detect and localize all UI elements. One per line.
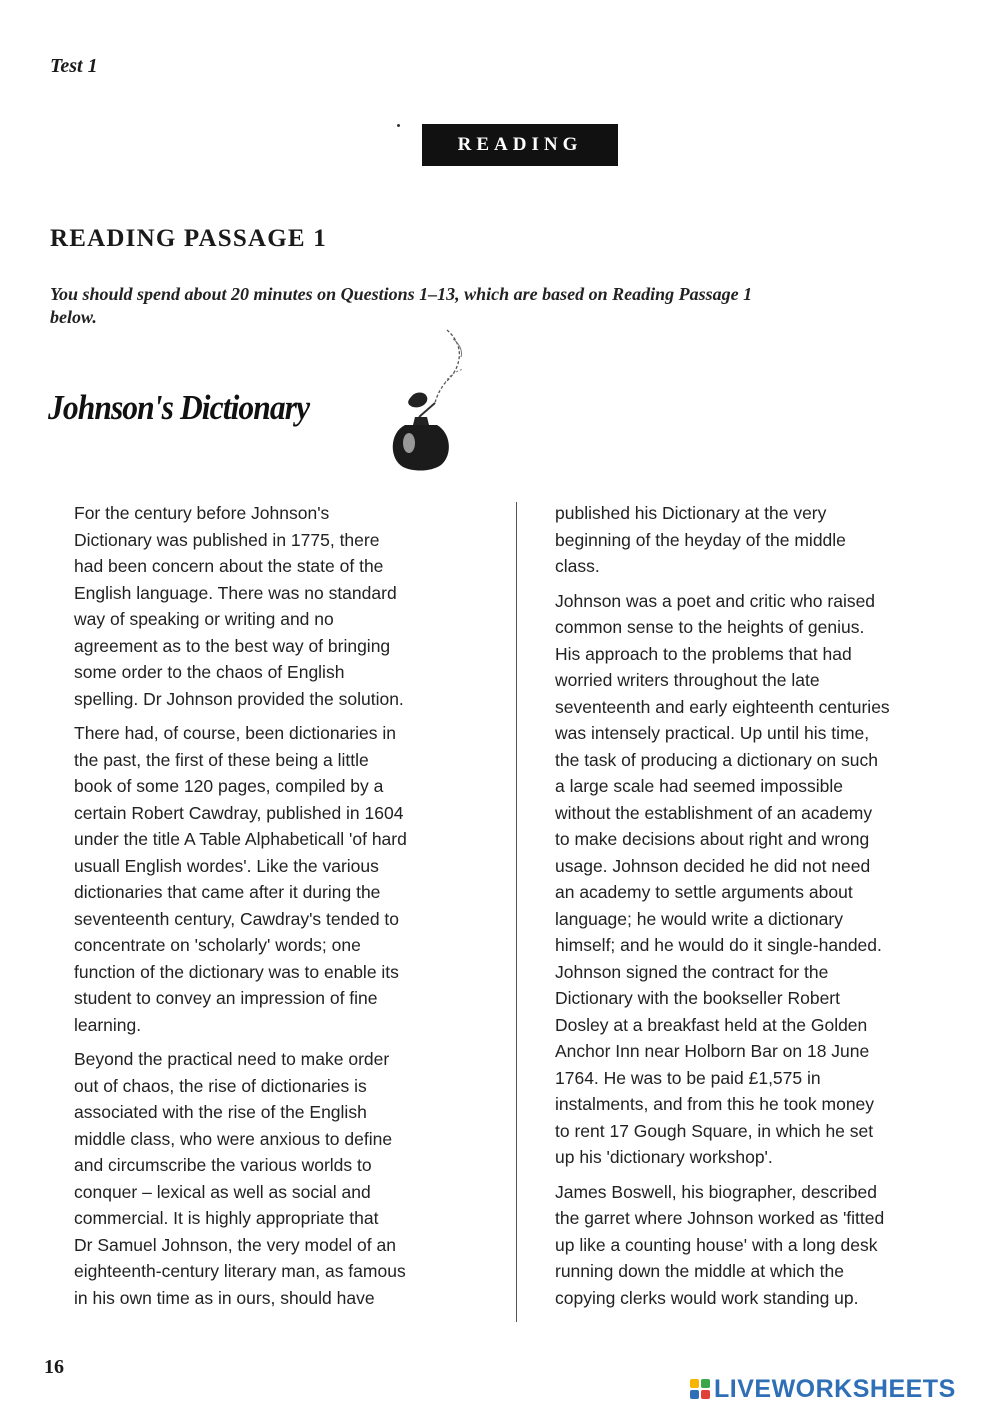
text-line: to rent 17 Gough Square, in which he set [555,1120,874,1141]
text-line: Dosley at a breakfast held at the Golden [555,1014,868,1035]
liveworksheets-logo-icon [690,1379,710,1399]
text-line: common sense to the heights of genius. [555,617,865,637]
paragraph [74,1046,494,1311]
text-line: usuall English wordes'. Like the various [74,855,379,876]
text-line: up his 'dictionary workshop'. [555,1147,773,1167]
brand-text: LIVEWORKSHEETS [714,1374,956,1403]
text-line: worried writers throughout the late [555,670,820,690]
text-line: Dictionary with the bookseller Robert [555,988,840,1008]
text-line: associated with the rise of the English [74,1102,367,1122]
text-line: certain Robert Cawdray, published in 1604 [74,802,404,823]
text-line: class. [555,556,600,576]
text-line: way of speaking or writing and no [74,609,334,629]
right-column [555,500,975,1319]
test-label: Test 1 [50,55,98,77]
text-line: dictionaries that came after it during the [74,882,381,902]
reading-section-banner: READING [422,124,618,166]
text-line: up like a counting house' with a long desk [555,1234,878,1255]
paragraph [74,500,494,712]
text-line: book of some 120 pages, compiled by a [74,776,384,796]
text-line: spelling. Dr Johnson provided the solution. [74,688,404,709]
paragraph [555,500,975,580]
paragraph [555,588,975,1171]
text-line: the task of producing a dictionary on such [555,749,878,770]
text-line: There had, of course, been dictionaries in [74,723,396,743]
liveworksheets-brand[interactable] [690,1374,956,1404]
passage-heading: READING PASSAGE 1 [50,225,327,252]
text-line: out of chaos, the rise of dictionaries is [74,1075,367,1096]
text-line: For the century before Johnson's [74,503,330,523]
text-line: student to convey an impression of fine [74,988,378,1008]
text-line: commercial. It is highly appropriate that [74,1208,379,1228]
page-number: 16 [44,1356,64,1378]
text-line: concentrate on 'scholarly' words; one [74,935,361,955]
text-line: in his own time as in ours, should have [74,1287,375,1308]
text-line: James Boswell, his biographer, described [555,1181,877,1202]
text-line: eighteenth-century literary man, as famous [74,1261,406,1281]
text-line: beginning of the heyday of the middle [555,529,846,550]
text-line: seventeenth and early eighteenth centuries [555,696,890,717]
passage-instructions [50,283,970,329]
text-line: Dictionary was published in 1775, there [74,529,380,550]
text-line: the past, the first of these being a little [74,749,369,770]
text-line: published his Dictionary at the very [555,503,827,523]
text-line: without the establishment of an academy [555,802,873,823]
left-column [74,500,494,1319]
text-line: agreement as to the best way of bringing [74,635,391,656]
text-line: was intensely practical. Up until his time, [555,723,870,743]
text-line: His approach to the problems that had [555,643,852,664]
instructions-line: below. [50,307,97,327]
text-line: under the title A Table Alphabeticall 'of hard [74,829,407,849]
text-line: language; he would write a dictionary [555,908,843,929]
text-line: running down the middle at which the [555,1261,844,1281]
text-line: function of the dictionary was to enable its [74,961,399,982]
text-line: himself; and he would do it single-handed. [555,935,882,955]
text-line: copying clerks would work standing up. [555,1287,859,1308]
text-line: usage. Johnson decided he did not need [555,855,871,876]
text-line: to make decisions about right and wrong [555,829,870,849]
text-line: Anchor Inn near Holborn Bar on 18 June [555,1041,870,1061]
paragraph [74,720,494,1038]
instructions-line: You should spend about 20 minutes on Questions 1–13, which are based on Reading Passage 1 [50,284,753,304]
text-line: instalments, and from this he took money [555,1094,875,1114]
inkpot-quill-icon [375,325,480,475]
column-divider [516,502,517,1322]
article-title: Johnson's Dictionary [48,388,310,427]
paragraph [555,1179,975,1312]
text-line: Johnson was a poet and critic who raised [555,590,876,611]
text-line: Beyond the practical need to make order [74,1049,390,1069]
text-line: middle class, who were anxious to define [74,1128,393,1149]
text-line: had been concern about the state of the [74,556,384,576]
text-line: 1764. He was to be paid £1,575 in [555,1067,821,1088]
text-line: an academy to settle arguments about [555,882,853,902]
stray-dot [397,124,400,127]
text-line: English language. There was no standard [74,582,397,603]
text-line: learning. [74,1014,142,1035]
text-line: Dr Samuel Johnson, the very model of an [74,1234,396,1255]
text-line: the garret where Johnson worked as 'fitted [555,1208,885,1228]
text-line: and circumscribe the various worlds to [74,1155,372,1175]
text-line: some order to the chaos of English [74,662,345,682]
text-line: conquer – lexical as well as social and [74,1181,371,1202]
text-line: Johnson signed the contract for the [555,961,829,982]
text-line: a large scale had seemed impossible [555,776,843,796]
text-line: seventeenth century, Cawdray's tended to [74,908,400,929]
